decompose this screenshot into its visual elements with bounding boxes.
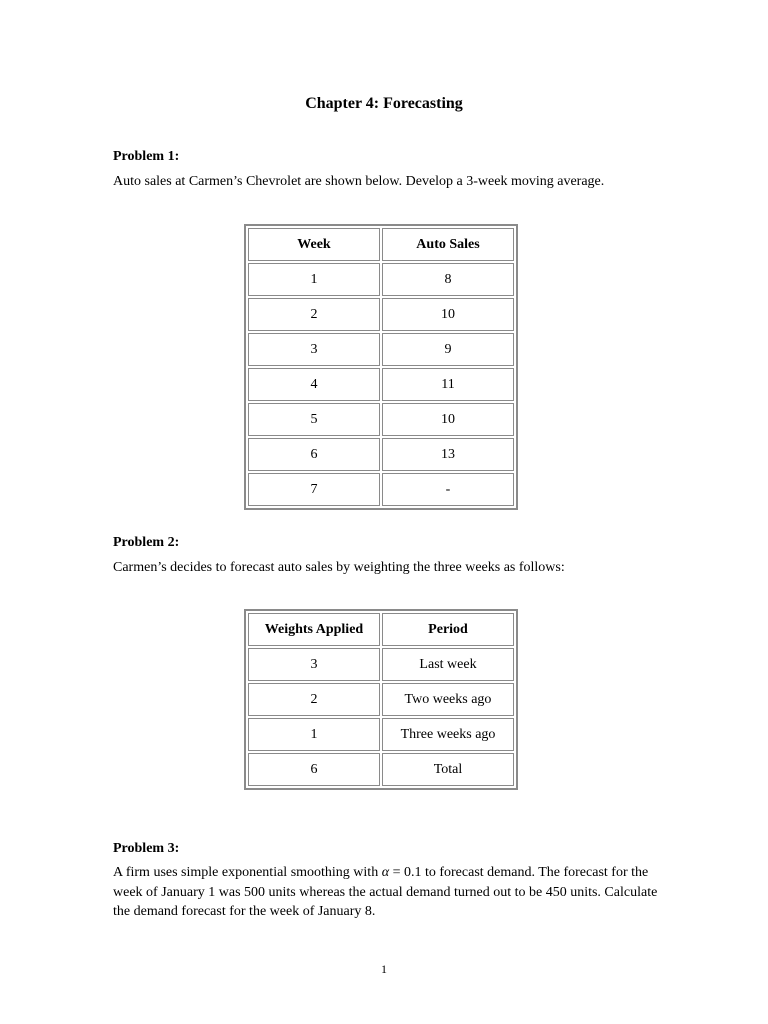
page-title: Chapter 4: Forecasting	[305, 95, 463, 112]
table-cell: Two weeks ago	[382, 683, 514, 716]
problem-3-text-start: A firm uses simple exponential smoothing with	[113, 865, 382, 880]
table-cell: 4	[248, 368, 380, 401]
problem-3-text-end: = 0.1 to forecast demand. The forecast for the week of January 1 was 500 units whereas the actual demand turned out to be 450 units. Calculate the demand forecast for the week of January 8.	[113, 865, 658, 919]
table-row	[248, 648, 514, 681]
table-row	[248, 683, 514, 716]
auto-sales-table	[244, 224, 518, 510]
table-row	[248, 298, 514, 331]
table-header-cell: Weights Applied	[248, 613, 380, 646]
table-cell: 6	[248, 438, 380, 471]
weights-table	[244, 609, 518, 790]
table-header-cell: Period	[382, 613, 514, 646]
table-cell: Total	[382, 753, 514, 786]
table-header-cell: Auto Sales	[382, 228, 514, 261]
table-row	[248, 718, 514, 751]
table-row	[248, 368, 514, 401]
table-cell: Three weeks ago	[382, 718, 514, 751]
table-row	[248, 473, 514, 506]
table-row	[248, 263, 514, 296]
problem-1-heading: Problem 1:	[113, 149, 180, 164]
problem-3-heading: Problem 3:	[113, 841, 180, 856]
table-row	[248, 438, 514, 471]
problem-2-text: Carmen’s decides to forecast auto sales by weighting the three weeks as follows:	[113, 560, 565, 575]
page-number: 1	[381, 962, 387, 976]
table-cell: 10	[382, 298, 514, 331]
table-cell: 10	[382, 403, 514, 436]
problem-2-heading: Problem 2:	[113, 535, 180, 550]
table-cell: 9	[382, 333, 514, 366]
table-cell: 6	[248, 753, 380, 786]
table-cell: 2	[248, 683, 380, 716]
table-row	[248, 753, 514, 786]
alpha-symbol: α	[381, 865, 390, 880]
table-header-row	[248, 613, 514, 646]
table-row	[248, 403, 514, 436]
table-cell: 13	[382, 438, 514, 471]
table-cell: 3	[248, 333, 380, 366]
table-cell: 1	[248, 263, 380, 296]
problem-3-text	[113, 863, 658, 922]
problem-1-text: Auto sales at Carmen’s Chevrolet are shown below. Develop a 3-week moving average.	[113, 174, 605, 189]
table-cell: 8	[382, 263, 514, 296]
table-row	[248, 333, 514, 366]
table-header-cell: Week	[248, 228, 380, 261]
table-cell: 3	[248, 648, 380, 681]
table-cell: 1	[248, 718, 380, 751]
table-cell: 7	[248, 473, 380, 506]
table-cell: Last week	[382, 648, 514, 681]
table-cell: 11	[382, 368, 514, 401]
table-cell: 5	[248, 403, 380, 436]
table-cell: 2	[248, 298, 380, 331]
table-header-row	[248, 228, 514, 261]
table-cell: -	[382, 473, 514, 506]
